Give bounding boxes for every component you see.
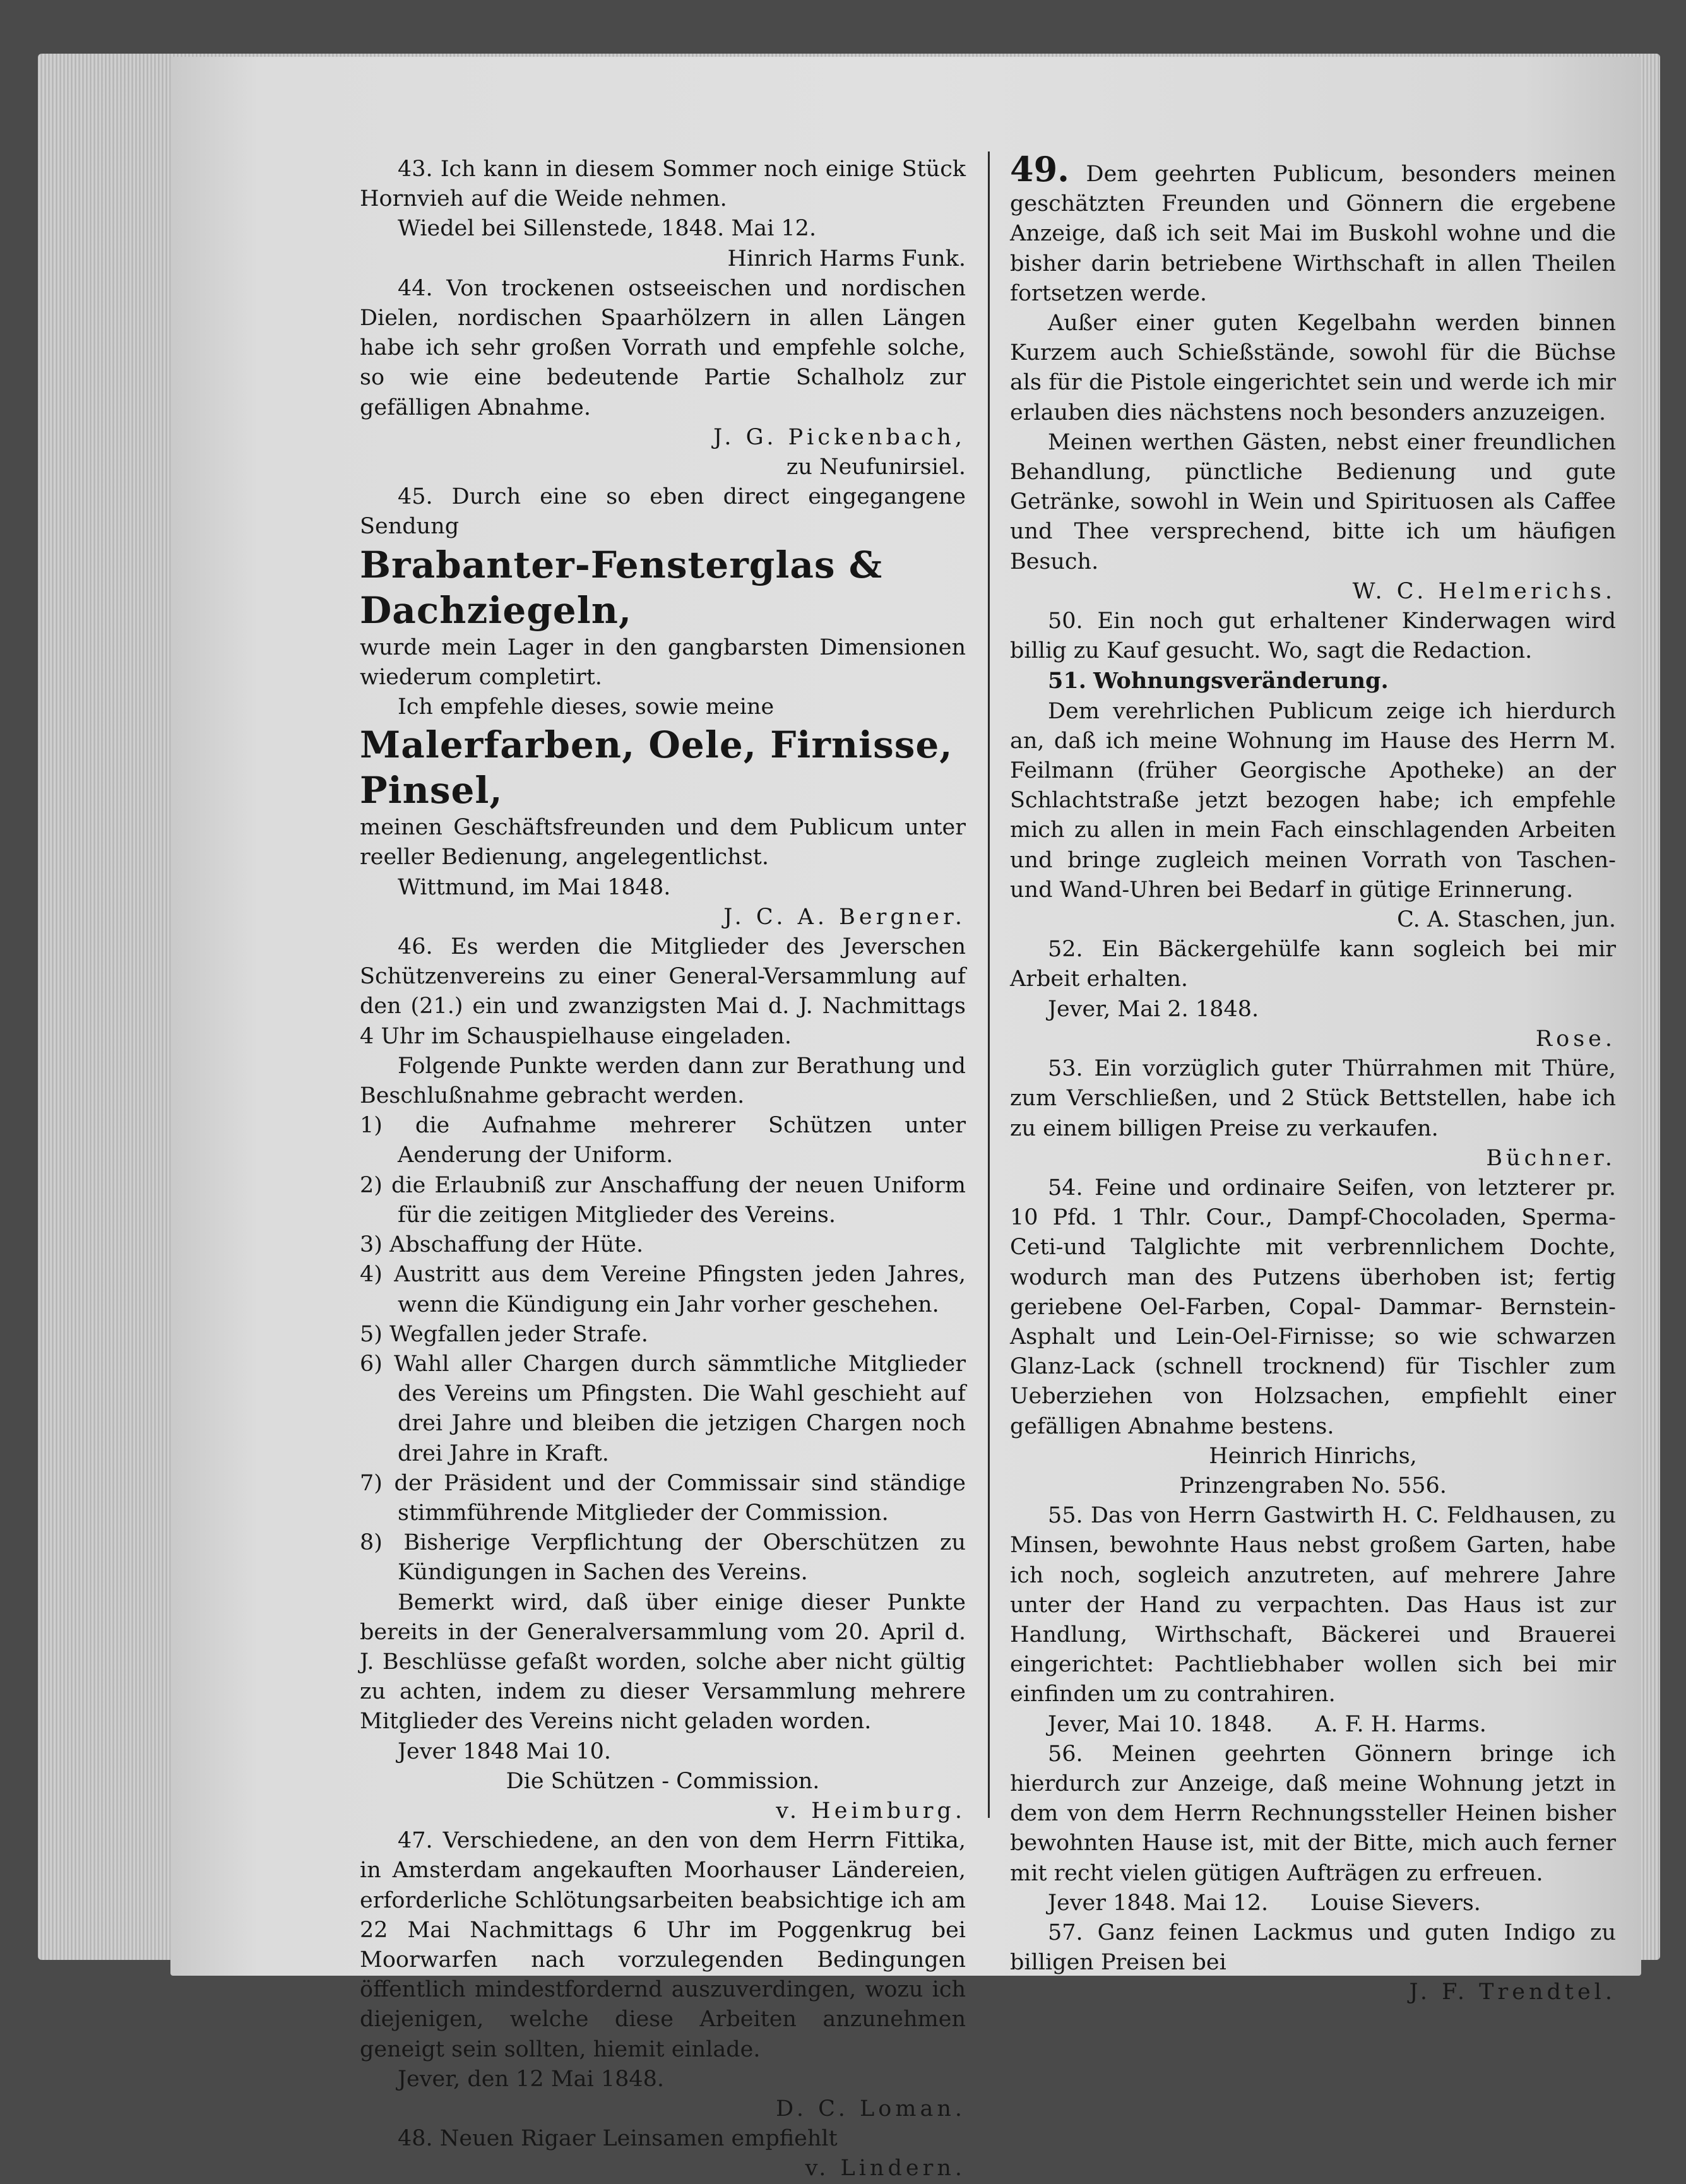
ad-text: Ich empfehle dieses, sowie meine (398, 694, 775, 720)
ad-location: zu Neufunirsiel. (786, 454, 966, 480)
ad-intro: 45. Durch eine so eben direct eingegangene Sendung (360, 484, 966, 540)
ad-text: 56. Meinen geehrten Gönnern bringe ich hierdurch zur Anzeige, daß meine Wohnung jetzt in dem von dem Herrn Rechnungssteller Heinen bisher bewohnten Hause ist, mit der Bitte, mich auch ferner mit recht vielen gütigen Aufträgen zu erfreuen. (1010, 1741, 1616, 1886)
agenda-item: 1) die Aufnahme mehrerer Schützen unter Aenderung der Uniform. (360, 1113, 966, 1168)
agenda-item: 8) Bisherige Verpflichtung der Oberschützen zu Kündigungen in Sachen des Vereins. (360, 1530, 966, 1586)
ad-text: 55. Das von Herrn Gastwirth H. C. Feldhausen, zu Minsen, bewohnte Haus nebst großem Garten, habe ich noch, sogleich anzutreten, auf mehrere Jahre unter der Hand zu verpachten. Das Haus ist zur Handlung, Wirthschaft, Bäckerei und Brauerei eingerichtet: Pachtliebhaber wollen sich bei mir einfinden um zu contrahiren. (1010, 1503, 1616, 1707)
ad-place-date: Jever 1848. Mai 12. (1048, 1890, 1269, 1916)
ad-signature: J. G. Pickenbach, (713, 424, 966, 450)
right-column (1010, 149, 1616, 2008)
advertisement-51 (1010, 666, 1616, 935)
advertisement-44 (360, 274, 966, 482)
ad-text: 43. Ich kann in diesem Sommer noch einige Stück Hornvieh auf die Weide nehmen. (360, 157, 966, 212)
advertisement-50 (1010, 607, 1616, 666)
agenda-item: 4) Austritt aus dem Vereine Pfingsten jeden Jahres, wenn die Kündigung ein Jahr vorher geschehen. (360, 1262, 966, 1317)
ad-place-date: Jever, den 12 Mai 1848. (398, 2066, 665, 2092)
ad-headline: Brabanter-Fensterglas & Dachziegeln, (360, 543, 883, 632)
ad-text: Folgende Punkte werden dann zur Berathung und Beschlußnahme gebracht werden. (360, 1053, 966, 1109)
advertisement-56 (1010, 1740, 1616, 1918)
ad-signature: v. Heimburg. (776, 1798, 966, 1824)
ad-text: 50. Ein noch gut erhaltener Kinderwagen wird billig zu Kauf gesucht. Wo, sagt die Redaction. (1010, 608, 1616, 664)
advertisement-53 (1010, 1054, 1616, 1173)
ad-text: meinen Geschäftsfreunden und dem Publicum unter reeller Bedienung, angelegentlichst. (360, 815, 966, 870)
ad-place-date: Wittmund, im Mai 1848. (398, 874, 671, 900)
ad-signature: Rose. (1535, 1026, 1616, 1052)
ad-text: 53. Ein vorzüglich guter Thürrahmen mit Thüre, zum Verschließen, und 2 Stück Bettstellen, habe ich zu einem billigen Preise zu verkaufen. (1010, 1056, 1616, 1141)
agenda-item: 2) die Erlaubniß zur Anschaffung der neuen Uniform für die zeitigen Mitglieder des Vereins. (360, 1172, 966, 1228)
advertisement-47 (360, 1826, 966, 2124)
agenda-item: 5) Wegfallen jeder Strafe. (360, 1321, 648, 1347)
ad-headline: Wohnungsveränderung. (1093, 668, 1389, 694)
ad-text: 52. Ein Bäckergehülfe kann sogleich bei mir Arbeit erhalten. (1010, 937, 1616, 992)
advertisement-46 (360, 932, 966, 1826)
ad-signature: A. F. H. Harms. (1315, 1711, 1487, 1737)
ad-place-date: Jever 1848 Mai 10. (398, 1738, 611, 1764)
left-column (360, 155, 966, 2184)
ad-text: 48. Neuen Rigaer Leinsamen empfiehlt (398, 2126, 838, 2152)
ad-signature: Büchner. (1486, 1145, 1616, 1171)
ad-text: Dem verehrlichen Publicum zeige ich hierdurch an, daß ich meine Wohnung im Hause des Herrn M. Feilmann (früher Georgische Apotheke) an der Schlachtstraße jetzt bezogen habe; ich empfehle mich zu allen in mein Fach einschlagenden Arbeiten und bringe zugleich meinen Vorrath von Taschen- und Wand-Uhren bei Bedarf in gütige Erinnerung. (1010, 698, 1616, 903)
ad-text: 46. Es werden die Mitglieder des Jeverschen Schützenvereins zu einer General-Versammlung auf den (21.) ein und zwanzigsten Mai d. J. Nachmittags 4 Uhr im Schauspielhause eingeladen. (360, 934, 966, 1049)
agenda-item: 3) Abschaffung der Hüte. (360, 1232, 644, 1258)
ad-headline: Malerfarben, Oele, Firnisse, Pinsel, (360, 723, 953, 812)
ad-text: 57. Ganz feinen Lackmus und guten Indigo zu billigen Preisen bei (1010, 1920, 1616, 1976)
ad-remark: Bemerkt wird, daß über einige dieser Punkte bereits in der Generalversammlung vom 20. April d. J. Beschlüsse gefaßt worden, solche aber nicht gültig zu achten, indem zu dieser Versammlung mehrere Mitglieder des Vereins nicht geladen worden. (360, 1589, 966, 1735)
agenda-item: 7) der Präsident und der Commissair sind ständige stimmführende Mitglieder der Commission. (360, 1470, 966, 1526)
ad-place-date: Wiedel bei Sillenstede, 1848. Mai 12. (398, 216, 817, 242)
advertisement-43 (360, 155, 966, 274)
ad-signature: v. Lindern. (805, 2156, 966, 2181)
ad-text: 47. Verschiedene, an den von dem Herrn Fittika, in Amsterdam angekauften Moorhauser Ländereien, erforderliche Schlötungsarbeiten beabsichtige ich am 22 Mai Nachmittags 6 Uhr im Poggenkrug bei Moorwarfen nach vorzulegenden Bedingungen öffentlich mindestfordernd auszuverdingen, wozu ich diejenigen, welche diese Arbeiten anzunehmen geneigt sein sollten, hiemit einlade. (360, 1828, 966, 2062)
ad-commission: Die Schützen - Commission. (506, 1768, 820, 1794)
ad-signature: D. C. Loman. (776, 2096, 966, 2122)
ad-signature: J. F. Trendtel. (1409, 1979, 1616, 2005)
advertisement-55 (1010, 1501, 1616, 1740)
advertisement-45 (360, 482, 966, 932)
ad-signature: J. C. A. Bergner. (723, 904, 966, 930)
ad-address: Prinzengraben No. 556. (1179, 1473, 1447, 1499)
ad-number: 51. (1048, 668, 1086, 694)
column-divider (988, 151, 990, 1818)
ad-text: Dem geehrten Publicum, besonders meinen geschätzten Freunden und Gönnern die ergebene Anzeige, daß ich seit Mai im Buskohl wohne und die bisher darin betriebene Wirthschaft in allen Theilen fortsetzen werde. (1010, 162, 1616, 306)
ad-signature: Hinrich Harms Funk. (727, 246, 966, 271)
advertisement-52 (1010, 935, 1616, 1054)
advertisement-54 (1010, 1173, 1616, 1501)
ad-signature: C. A. Staschen, jun. (1397, 907, 1616, 933)
ad-text: 44. Von trockenen ostseeischen und nordischen Dielen, nordischen Spaarhölzern in allen Längen habe ich sehr großen Vorrath und empfehle solche, so wie eine bedeutende Partie Schalholz zur gefälligen Abnahme. (360, 275, 966, 420)
ad-text: Meinen werthen Gästen, nebst einer freundlichen Behandlung, pünctliche Bedienung und gute Getränke, sowohl in Wein und Spirituosen als Caffee und Thee versprechend, bitte ich um häufigen Besuch. (1010, 429, 1616, 574)
ad-signature: Heinrich Hinrichs, (1209, 1443, 1417, 1469)
agenda-item: 6) Wahl aller Chargen durch sämmtliche Mitglieder des Vereins um Pfingsten. Die Wahl geschieht auf drei Jahre und bleiben die jetzigen Chargen noch drei Jahre in Kraft. (360, 1351, 966, 1466)
ad-signature: Louise Sievers. (1310, 1890, 1481, 1916)
ad-text: 54. Feine und ordinaire Seifen, von letzterer pr. 10 Pfd. 1 Thlr. Cour., Dampf-Chocoladen, Sperma-Ceti-und Talglichte mit verbrennlichem Dochte, wodurch man des Putzens überhoben ist; fertig geriebene Oel-Farben, Copal- Dammar- Bernstein- Asphalt und Lein-Oel-Firnisse; so wie schwarzen Glanz-Lack (schnell trocknend) für Tischler zum Ueberziehen von Holzsachen, empfiehlt einer gefälligen Abnahme bestens. (1010, 1175, 1616, 1439)
ad-place-date: Jever, Mai 2. 1848. (1048, 996, 1259, 1022)
ad-place-date: Jever, Mai 10. 1848. (1048, 1711, 1273, 1737)
advertisement-48 (360, 2124, 966, 2183)
advertisement-57 (1010, 1918, 1616, 2008)
ad-number: 49. (1010, 149, 1069, 189)
ad-signature: W. C. Helmerichs. (1352, 578, 1616, 604)
ad-text: Außer einer guten Kegelbahn werden binnen Kurzem auch Schießstände, sowohl für die Büchse als für die Pistole eingerichtet sein und werde ich mir erlauben dies nächstens noch besonders anzuzeigen. (1010, 311, 1616, 425)
advertisement-49 (1010, 149, 1616, 607)
ad-text: wurde mein Lager in den gangbarsten Dimensionen wiederum completirt. (360, 634, 966, 690)
